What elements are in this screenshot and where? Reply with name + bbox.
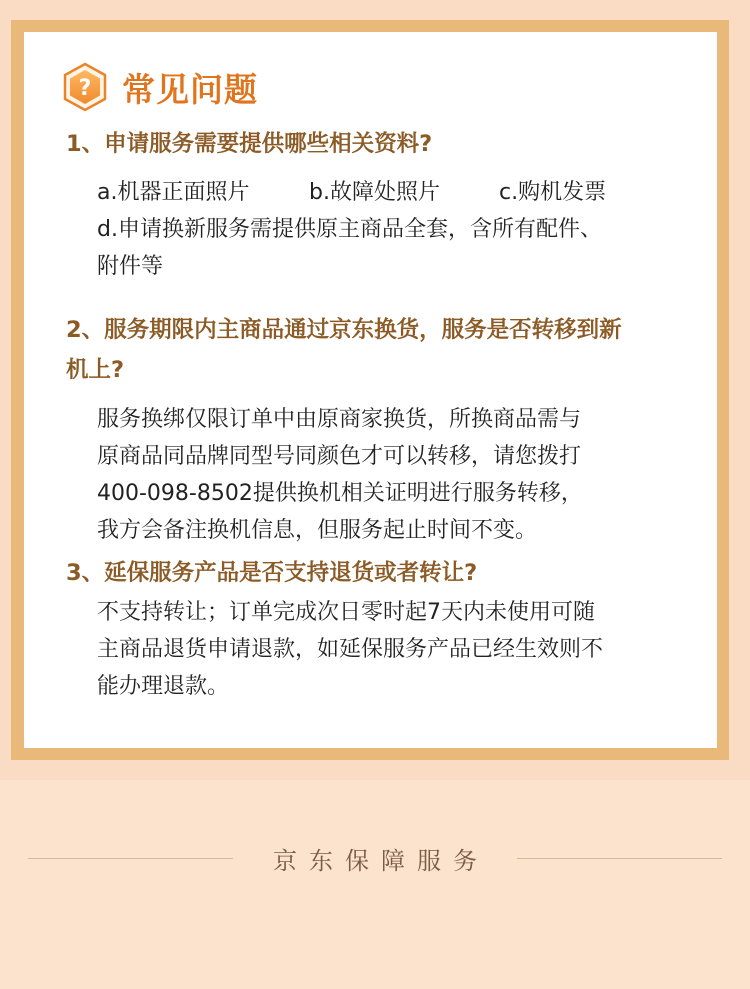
answer-line: 400-098-8502提供换机相关证明进行服务转移， [97,481,583,506]
faq-question-3: 3、延保服务产品是否支持退货或者转让? [66,560,478,586]
footer [0,838,750,878]
svg-text:?: ? [78,76,92,101]
faq-header [62,58,258,116]
answer-line: 不支持转让；订单完成次日零时起7天内未使用可随 [97,600,595,625]
answer-line: 原商品同品牌同型号同颜色才可以转移，请您拨打 [97,444,582,469]
footer-divider-left [28,858,233,859]
answer-line: 主商品退货申请退款，如延保服务产品已经生效则不 [97,637,604,662]
option-c: c.购机发票 [499,180,607,205]
faq-answer-2 [97,401,677,549]
footer-divider-right [517,858,722,859]
question-line: 2、服务期限内主商品通过京东换货，服务是否转移到新 [66,317,622,343]
faq-answer-1 [97,174,677,285]
answer-line: 服务换绑仅限订单中由原商家换货，所换商品需与 [97,407,582,432]
faq-question-2 [66,310,676,390]
question-line: 机上? [66,357,125,383]
footer-brand-text: 京东保障服务 [273,846,489,875]
answer-line: d.申请换新服务需提供原主商品全套，含所有配件、 [97,217,602,242]
faq-question-1: 1、申请服务需要提供哪些相关资料? [66,131,433,157]
answer-line: 附件等 [97,254,164,279]
option-row [97,174,677,211]
option-a: a.机器正面照片 [97,180,250,205]
faq-answer-3 [97,594,677,705]
option-b: b.故障处照片 [309,180,440,205]
page-title: 常见问题 [122,69,258,109]
answer-line: 能办理退款。 [97,674,230,699]
answer-line: 我方会备注换机信息，但服务起止时间不变。 [97,518,538,543]
question-hexagon-icon [62,62,108,112]
